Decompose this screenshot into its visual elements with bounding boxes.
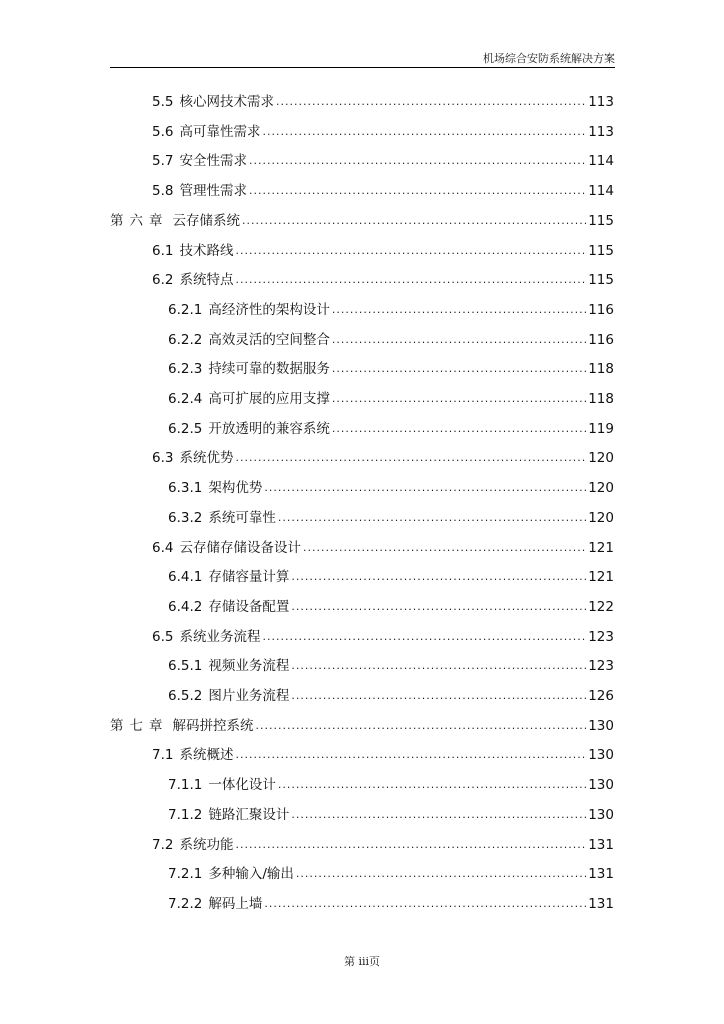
toc-dot-leader	[235, 272, 586, 288]
toc-entry-title: 视频业务流程	[208, 658, 290, 675]
toc-dot-leader	[276, 94, 586, 110]
toc-entry[interactable]	[152, 268, 614, 288]
toc-entry-title: 解码拼控系统	[172, 717, 254, 734]
toc-entry-title: 高经济性的架构设计	[208, 301, 330, 318]
toc-entry-page: 115	[588, 212, 614, 229]
toc-entry-page: 130	[588, 717, 614, 734]
toc-entry[interactable]	[168, 476, 614, 496]
toc-entry-title: 系统功能	[179, 836, 234, 853]
toc-entry-title: 系统概述	[179, 747, 234, 764]
toc-dot-leader	[264, 896, 586, 912]
toc-entry-number: 5.5	[152, 94, 174, 110]
toc-entry-page: 131	[588, 866, 614, 883]
toc-entry-number: 第七章	[110, 717, 169, 734]
toc-entry-number: 6.2.1	[168, 301, 203, 318]
toc-dot-leader	[291, 688, 586, 704]
toc-entry-number: 5.8	[152, 183, 174, 200]
toc-entry-page: 113	[588, 94, 614, 110]
toc-entry-page: 119	[588, 420, 614, 437]
toc-entry[interactable]	[168, 506, 614, 526]
toc-entry-page: 131	[588, 836, 614, 853]
toc-dot-leader	[291, 569, 586, 585]
toc-entry[interactable]	[152, 149, 614, 169]
toc-entry-title: 管理性需求	[179, 183, 247, 200]
toc-entry-title: 系统特点	[179, 272, 234, 289]
toc-entry-title: 高可扩展的应用支撑	[208, 391, 330, 407]
toc-entry[interactable]	[152, 625, 614, 645]
toc-entry-title: 多种输入/输出	[208, 866, 294, 883]
toc-dot-leader	[256, 718, 587, 734]
page-header	[110, 46, 615, 68]
toc-entry-page: 116	[588, 331, 614, 348]
toc-dot-leader	[296, 866, 586, 882]
toc-dot-leader	[332, 391, 586, 407]
page-number: 第 iii页	[343, 955, 381, 968]
toc-entry[interactable]	[152, 743, 614, 763]
toc-entry-number: 7.2	[152, 836, 174, 853]
toc-entry-title: 安全性需求	[179, 153, 247, 170]
toc-entry-title: 高效灵活的空间整合	[208, 331, 330, 348]
toc-entry[interactable]	[168, 803, 614, 823]
toc-entry-number: 6.1	[152, 242, 174, 259]
toc-entry-page: 113	[588, 123, 614, 140]
toc-entry[interactable]	[152, 536, 614, 556]
toc-entry-page: 118	[588, 361, 614, 378]
toc-entry-title: 持续可靠的数据服务	[208, 361, 330, 378]
toc-dot-leader	[262, 124, 586, 140]
toc-dot-leader	[235, 243, 586, 259]
toc-chapter-entry[interactable]	[110, 209, 614, 229]
toc-entry-number: 6.4.2	[168, 598, 203, 615]
toc-entry[interactable]	[152, 833, 614, 853]
toc-entry-title: 开放透明的兼容系统	[208, 420, 330, 437]
toc-entry-page: 115	[588, 242, 614, 259]
toc-entry-number: 6.3.2	[168, 509, 203, 526]
toc-dot-leader	[235, 450, 586, 466]
toc-entry-title: 存储容量计算	[208, 569, 290, 586]
toc-entry[interactable]	[168, 565, 614, 585]
toc-entry-title: 链路汇聚设计	[208, 806, 290, 823]
toc-entry-number: 6.4	[152, 539, 174, 556]
toc-entry-page: 122	[588, 598, 614, 615]
toc-dot-leader	[235, 837, 586, 853]
toc-entry-number: 7.1.2	[168, 806, 203, 823]
toc-entry[interactable]	[168, 298, 614, 318]
toc-entry-title: 系统优势	[179, 450, 234, 467]
toc-entry-number: 7.2.1	[168, 866, 203, 883]
toc-entry[interactable]	[152, 179, 614, 199]
toc-entry-page: 118	[588, 391, 614, 407]
toc-entry-page: 130	[588, 777, 614, 794]
toc-entry-title: 解码上墙	[208, 895, 263, 912]
toc-entry-number: 6.5.1	[168, 658, 203, 675]
toc-entry-page: 114	[588, 153, 614, 170]
toc-entry-number: 6.5.2	[168, 688, 203, 704]
toc-entry-title: 高可靠性需求	[179, 123, 261, 140]
toc-entry-page: 120	[588, 450, 614, 467]
toc-entry-number: 6.2.5	[168, 420, 203, 437]
toc-entry[interactable]	[152, 239, 614, 259]
toc-dot-leader	[278, 510, 586, 526]
toc-entry-number: 5.7	[152, 153, 174, 170]
toc-entry[interactable]	[168, 417, 614, 437]
toc-entry[interactable]	[168, 892, 614, 912]
toc-entry-title: 一体化设计	[208, 777, 276, 794]
header-divider	[110, 67, 615, 68]
toc-entry[interactable]	[168, 357, 614, 377]
toc-entry-number: 第六章	[110, 212, 169, 229]
toc-entry-title: 系统可靠性	[208, 509, 276, 526]
toc-entry[interactable]	[152, 120, 614, 140]
toc-entry-number: 7.2.2	[168, 895, 203, 912]
toc-entry[interactable]	[168, 595, 614, 615]
toc-entry-title: 核心网技术需求	[179, 94, 274, 110]
toc-entry[interactable]	[168, 773, 614, 793]
toc-dot-leader	[332, 302, 586, 318]
toc-entry[interactable]	[168, 684, 614, 704]
toc-entry[interactable]	[168, 862, 614, 882]
toc-entry-title: 云存储存储设备设计	[179, 539, 301, 556]
toc-dot-leader	[278, 777, 586, 793]
toc-chapter-entry[interactable]	[110, 714, 614, 734]
toc-entry-title: 系统业务流程	[179, 628, 261, 645]
toc-entry-page: 120	[588, 509, 614, 526]
toc-entry-number: 5.6	[152, 123, 174, 140]
toc-entry[interactable]	[152, 446, 614, 466]
toc-entry-page: 123	[588, 628, 614, 645]
toc-dot-leader	[332, 332, 586, 348]
toc-entry-page: 130	[588, 806, 614, 823]
toc-entry-page: 123	[588, 658, 614, 675]
toc-entry-page: 131	[588, 895, 614, 912]
toc-entry-number: 6.2.2	[168, 331, 203, 348]
toc-entry[interactable]	[168, 328, 614, 348]
toc-entry-number: 7.1	[152, 747, 174, 764]
toc-dot-leader	[262, 629, 586, 645]
toc-entry-number: 6.3	[152, 450, 174, 467]
toc-entry-number: 6.2.3	[168, 361, 203, 378]
toc-dot-leader	[291, 599, 586, 615]
toc-dot-leader	[291, 807, 586, 823]
toc-entry-page: 126	[588, 688, 614, 704]
toc-entry-page: 115	[588, 272, 614, 289]
toc-entry-title: 技术路线	[179, 242, 234, 259]
document-title: 机场综合安防系统解决方案	[483, 52, 615, 65]
toc-dot-leader	[264, 480, 586, 496]
toc-entry-number: 6.5	[152, 628, 174, 645]
toc-entry-title: 架构优势	[208, 480, 263, 497]
toc-entry[interactable]	[152, 90, 614, 110]
toc-entry-number: 6.2	[152, 272, 174, 289]
toc-dot-leader	[332, 361, 586, 377]
toc-dot-leader	[291, 658, 586, 674]
toc-dot-leader	[242, 213, 586, 229]
toc-entry-page: 121	[588, 539, 614, 556]
toc-entry-title: 图片业务流程	[208, 688, 290, 704]
toc-dot-leader	[235, 747, 586, 763]
toc-entry-title: 存储设备配置	[208, 598, 290, 615]
toc-entry-page: 114	[588, 183, 614, 200]
toc-entry-number: 6.4.1	[168, 569, 203, 586]
toc-entry-page: 121	[588, 569, 614, 586]
toc-entry-title: 云存储系统	[172, 212, 240, 229]
toc-entry-page: 120	[588, 480, 614, 497]
toc-dot-leader	[332, 421, 586, 437]
toc-dot-leader	[303, 540, 586, 556]
toc-entry[interactable]	[168, 387, 614, 407]
toc-entry-number: 6.3.1	[168, 480, 203, 497]
toc-entry-page: 130	[588, 747, 614, 764]
toc-entry-page: 116	[588, 301, 614, 318]
toc-entry-number: 7.1.1	[168, 777, 203, 794]
toc-dot-leader	[249, 153, 586, 169]
toc-entry[interactable]	[168, 654, 614, 674]
toc-dot-leader	[249, 183, 586, 199]
toc-entry-number: 6.2.4	[168, 391, 203, 407]
